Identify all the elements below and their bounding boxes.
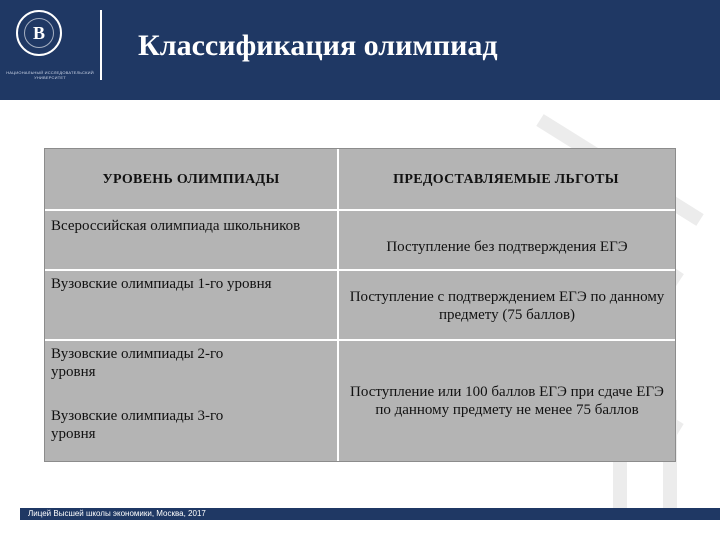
table-row — [45, 407, 265, 447]
benefit-cell: Поступление или 100 баллов ЕГЭ при сдаче ЕГЭ по данному предмету не менее 75 баллов — [350, 384, 664, 418]
logo-caption: НАЦИОНАЛЬНЫЙ ИССЛЕДОВАТЕЛЬСКИЙ УНИВЕРСИТЕТ — [6, 70, 94, 80]
level-cell: Вузовские олимпиады 1-го уровня — [51, 276, 272, 292]
footer-caption: Лицей Высшей школы экономики, Москва, 2017 — [28, 509, 206, 518]
table-row — [45, 211, 335, 269]
table-row — [45, 345, 265, 385]
logo — [0, 0, 100, 100]
header-divider — [100, 10, 102, 80]
header-bar — [0, 0, 720, 100]
benefit-cell: Поступление без подтверждения ЕГЭ — [386, 239, 628, 255]
slide-title: Классификация олимпиад — [138, 29, 498, 62]
olympiad-table — [44, 148, 676, 462]
table-header-benefits: ПРЕДОСТАВЛЯЕМЫЕ ЛЬГОТЫ — [393, 172, 619, 187]
level-cell: Вузовские олимпиады 3-го уровня — [51, 408, 224, 442]
level-cell: Всероссийская олимпиада школьников — [51, 218, 301, 234]
level-cell: Вузовские олимпиады 2-го уровня — [51, 346, 224, 380]
table-row — [45, 273, 275, 337]
table-header-level: УРОВЕНЬ ОЛИМПИАДЫ — [102, 172, 280, 187]
table-divider — [45, 269, 675, 271]
logo-emblem-icon: В — [16, 10, 62, 56]
benefit-cell: Поступление с подтверждением ЕГЭ по данному предмету (75 баллов) — [349, 289, 665, 323]
